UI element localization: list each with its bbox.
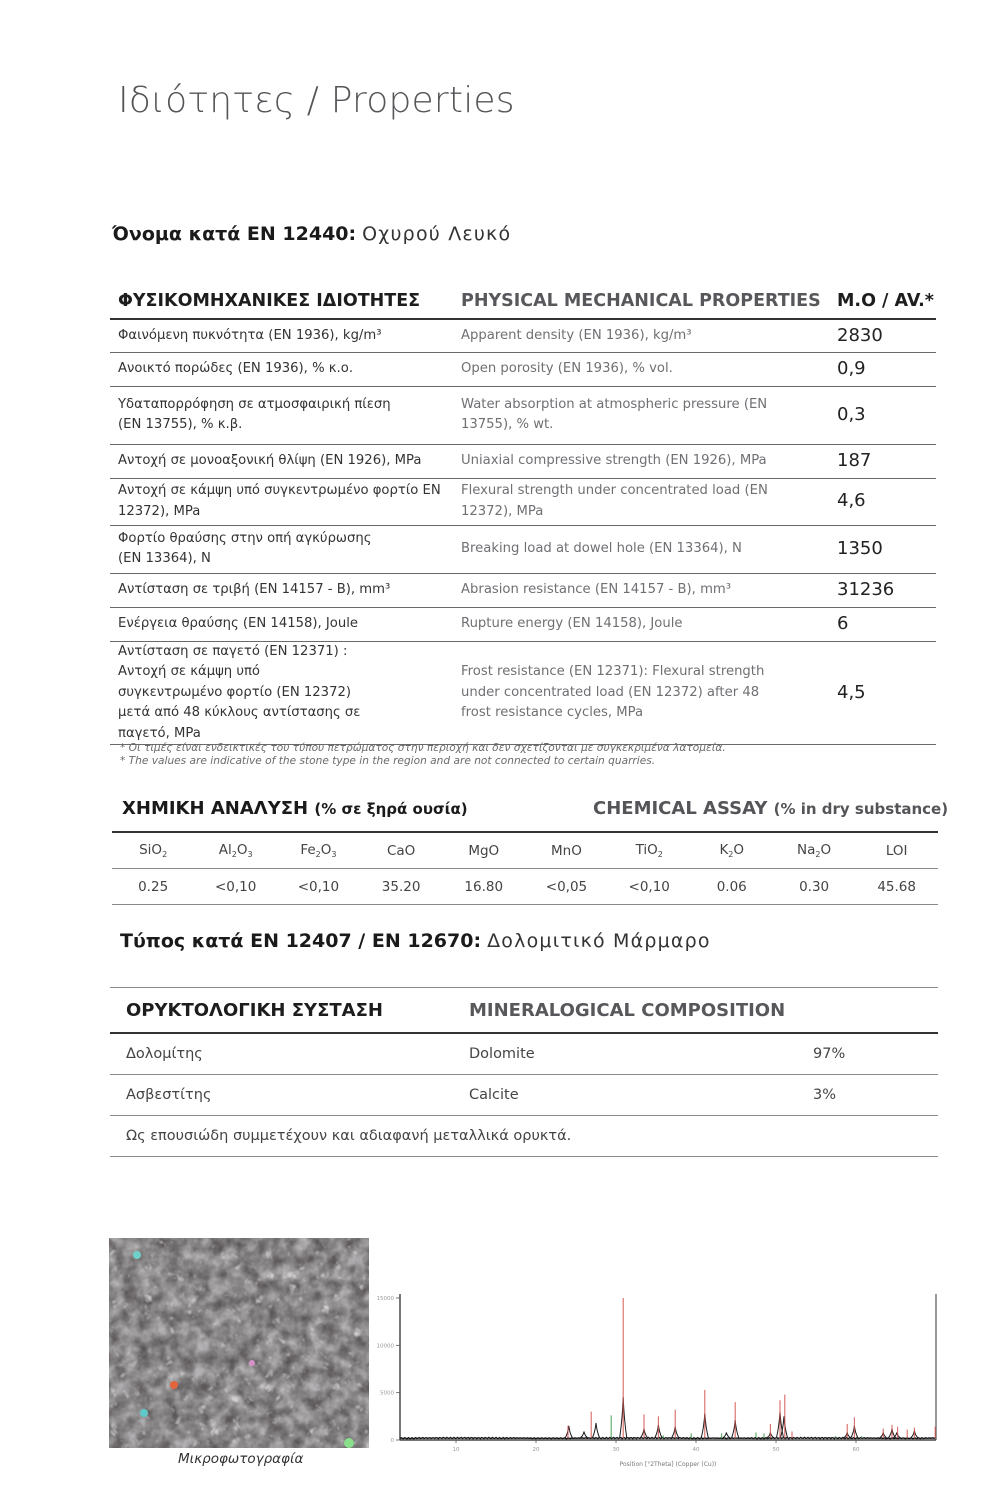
- chemical-title-greek-sub: (% σε ξηρά ουσία): [314, 800, 468, 818]
- chemical-header-row: [112, 832, 938, 869]
- compound-formula: LOI: [885, 842, 908, 859]
- micrograph-image: [109, 1238, 369, 1448]
- physical-header-row: [110, 284, 936, 319]
- property-greek: Υδαταπορρόφηση σε ατμοσφαιρική πίεση (EN 13755), % κ.β.: [110, 386, 453, 444]
- compound-label: [360, 832, 443, 869]
- property-english: Open porosity (EN 1936), % vol.: [453, 352, 823, 386]
- chemical-title-english-main: CHEMICAL ASSAY: [593, 798, 768, 819]
- mineral-english: Dolomite: [453, 1033, 813, 1075]
- xrd-x-axis-label: Position [°2Theta] (Copper (Cu)): [619, 1461, 717, 1468]
- mineral-greek: Ασβεστίτης: [110, 1075, 453, 1116]
- compound-value: 35.20: [360, 869, 443, 905]
- property-english: Frost resistance (EN 12371): Flexural strength under concentrated load (EN 12372) after 48 frost resistance cycles, MPa: [453, 641, 823, 745]
- compound-formula: SiO: [139, 842, 163, 858]
- property-greek: Φαινόμενη πυκνότητα (EN 1936), kg/m³: [110, 319, 453, 352]
- compound-subscript: 3: [331, 850, 337, 859]
- table-row: [110, 573, 936, 607]
- chemical-title-english-sub: (% in dry substance): [773, 800, 949, 818]
- header-english: PHYSICAL MECHANICAL PROPERTIES: [453, 284, 823, 319]
- mineralogical-table: [110, 987, 938, 1157]
- property-english: Rupture energy (EN 14158), Joule: [453, 607, 823, 641]
- table-row: [110, 607, 936, 641]
- compound-label: [525, 832, 608, 869]
- physical-properties-table: [110, 284, 936, 745]
- compound-subscript: 2: [657, 850, 663, 859]
- xrd-x-tick-label: 60: [852, 1447, 860, 1453]
- property-greek: Αντίσταση σε τριβή (EN 14157 - B), mm³: [110, 573, 453, 607]
- property-value: 0,3: [823, 386, 936, 444]
- table-row: [110, 1075, 938, 1116]
- mineral-grain-teal: [133, 1251, 141, 1259]
- chemical-values-row: [112, 869, 938, 905]
- compound-value: 0.06: [691, 869, 773, 905]
- compound-formula-tail: O: [820, 842, 832, 858]
- footnote: [120, 742, 726, 768]
- mineral-percent: 97%: [813, 1033, 938, 1075]
- table-row: [110, 1033, 938, 1075]
- table-row: [110, 641, 936, 745]
- property-value: 2830: [823, 319, 936, 352]
- page-title: Ιδιότητες / Properties: [118, 80, 515, 121]
- xrd-x-tick-label: 20: [532, 1447, 540, 1453]
- xrd-plot-area: [400, 1294, 936, 1440]
- mineral-grain-cyan: [140, 1409, 148, 1417]
- compound-value: <0,10: [194, 869, 277, 905]
- property-greek: Ανοικτό πορώδες (EN 1936), % κ.ο.: [110, 352, 453, 386]
- property-greek: Αντοχή σε μονοαξονική θλίψη (EN 1926), MPa: [110, 444, 453, 478]
- xrd-y-tick-label: 15000: [376, 1296, 394, 1302]
- xrd-axes: [377, 1294, 937, 1453]
- table-row: [110, 525, 936, 573]
- compound-formula: Na: [797, 842, 816, 858]
- compound-formula: MgO: [468, 842, 500, 859]
- table-row: [110, 478, 936, 525]
- compound-subscript: 2: [815, 850, 821, 859]
- compound-value: <0,10: [277, 869, 360, 905]
- compound-formula: CaO: [386, 842, 416, 859]
- table-row: [110, 319, 936, 352]
- compound-formula: K: [719, 842, 729, 858]
- compound-formula-tail: O: [320, 842, 332, 858]
- stone-type-line: [120, 930, 711, 952]
- compound-label: [194, 832, 277, 869]
- mineral-grain-pink: [249, 1360, 255, 1366]
- compound-label: [691, 832, 773, 869]
- compound-value: 0.30: [773, 869, 855, 905]
- xrd-x-tick-label: 50: [772, 1447, 780, 1453]
- header-greek: ΦΥΣΙΚΟΜΗΧΑΝΙΚΕΣ ΙΔΙΟΤΗΤΕΣ: [110, 284, 453, 319]
- chemical-assay-table: [112, 831, 938, 905]
- compound-value: 45.68: [855, 869, 938, 905]
- xrd-y-tick-label: 10000: [376, 1343, 394, 1350]
- compound-formula-tail: O: [733, 842, 745, 858]
- property-english: Flexural strength under concentrated load (EN 12372), MPa: [453, 478, 823, 525]
- xrd-x-tick-label: 10: [452, 1447, 460, 1453]
- xrd-x-tick-label: 30: [612, 1447, 620, 1453]
- mineral-header-row: [110, 988, 938, 1034]
- mineral-grain-orange: [170, 1381, 178, 1389]
- stone-name-value: Οχυρού Λευκό: [362, 223, 512, 245]
- compound-value: 0.25: [112, 869, 194, 905]
- property-value: 31236: [823, 573, 936, 607]
- header-average: M.O / AV.*: [823, 284, 936, 319]
- mineral-grain-green: [344, 1438, 354, 1448]
- compound-value: <0,05: [525, 869, 608, 905]
- mineral-percent: 3%: [813, 1075, 938, 1116]
- chemical-title-greek-main: ΧΗΜΙΚΗ ΑΝΑΛΥΣΗ: [122, 798, 309, 819]
- compound-label: [855, 832, 938, 869]
- property-value: 4,6: [823, 478, 936, 525]
- stone-name-label: Όνομα κατά EN 12440:: [112, 223, 357, 245]
- xrd-y-tick-label: 0: [390, 1438, 394, 1444]
- compound-subscript: 2: [315, 850, 321, 859]
- compound-label: [277, 832, 360, 869]
- chemical-title-english: [593, 798, 948, 819]
- property-english: Water absorption at atmospheric pressure (EN 13755), % wt.: [453, 386, 823, 444]
- property-value: 1350: [823, 525, 936, 573]
- table-row: [110, 352, 936, 386]
- chemical-title-greek: [122, 798, 468, 819]
- table-row: [110, 444, 936, 478]
- property-greek: Αντίσταση σε παγετό (EN 12371) : Αντοχή σε κάμψη υπό συγκεντρωμένο φορτίο (EN 12372) μετά από 48 κύκλους αντίστασης σε παγετό, MPa: [110, 641, 453, 745]
- mineral-english: Calcite: [453, 1075, 813, 1116]
- compound-subscript: 2: [162, 850, 168, 859]
- compound-subscript: 2: [231, 850, 237, 859]
- table-row: [110, 1116, 938, 1157]
- compound-label: [112, 832, 194, 869]
- property-english: Abrasion resistance (EN 14157 - B), mm³: [453, 573, 823, 607]
- property-english: Uniaxial compressive strength (EN 1926), MPa: [453, 444, 823, 478]
- property-english: Apparent density (EN 1936), kg/m³: [453, 319, 823, 352]
- xrd-y-tick-label: 5000: [380, 1390, 394, 1397]
- table-row: [110, 386, 936, 444]
- property-value: 0,9: [823, 352, 936, 386]
- stone-type-label: Τύπος κατά EN 12407 / EN 12670:: [120, 930, 482, 952]
- compound-formula-tail: O: [236, 842, 248, 858]
- micrograph-caption: Μικροφωτογραφία: [178, 1451, 304, 1467]
- compound-subscript: 2: [728, 850, 734, 859]
- compound-value: <0,10: [608, 869, 691, 905]
- compound-formula: Fe: [300, 842, 316, 858]
- footnote-english: * The values are indicative of the stone type in the region and are not connected to certain quarries.: [120, 755, 656, 767]
- compound-label: [608, 832, 691, 869]
- xrd-x-tick-label: 40: [692, 1447, 700, 1453]
- xrd-chart: [370, 1290, 940, 1470]
- property-greek: Ενέργεια θραύσης (EN 14158), Joule: [110, 607, 453, 641]
- mineral-note: Ως επουσιώδη συμμετέχουν και αδιαφανή μεταλλικά ορυκτά.: [110, 1116, 938, 1157]
- compound-formula: Al: [218, 842, 232, 858]
- compound-label: [773, 832, 855, 869]
- compound-value: 16.80: [442, 869, 525, 905]
- mineral-header-english: MINERALOGICAL COMPOSITION: [453, 988, 938, 1034]
- compound-formula: MnO: [551, 842, 582, 859]
- compound-label: [442, 832, 525, 869]
- property-english: Breaking load at dowel hole (EN 13364), N: [453, 525, 823, 573]
- micrograph-texture: [109, 1238, 369, 1448]
- property-value: 187: [823, 444, 936, 478]
- compound-subscript: 3: [247, 850, 253, 859]
- property-value: 6: [823, 607, 936, 641]
- compound-formula: TiO: [635, 842, 658, 858]
- property-greek: Φορτίο θραύσης στην οπή αγκύρωσης (EN 13364), N: [110, 525, 453, 573]
- mineral-header-greek: ΟΡΥΚΤΟΛΟΓΙΚΗ ΣΥΣΤΑΣΗ: [110, 988, 453, 1034]
- property-greek: Αντοχή σε κάμψη υπό συγκεντρωμένο φορτίο EN 12372), MPa: [110, 478, 453, 525]
- property-value: 4,5: [823, 641, 936, 745]
- stone-name-line: [112, 223, 511, 245]
- mineral-greek: Δολομίτης: [110, 1033, 453, 1075]
- footnote-greek: * Οι τιμές είναι ενδεικτικές του τύπου πετρώματος στην περιοχή και δεν σχετίζονται με συγκεκριμένα λατομεία.: [120, 742, 726, 754]
- stone-type-value: Δολομιτικό Μάρμαρο: [487, 930, 711, 952]
